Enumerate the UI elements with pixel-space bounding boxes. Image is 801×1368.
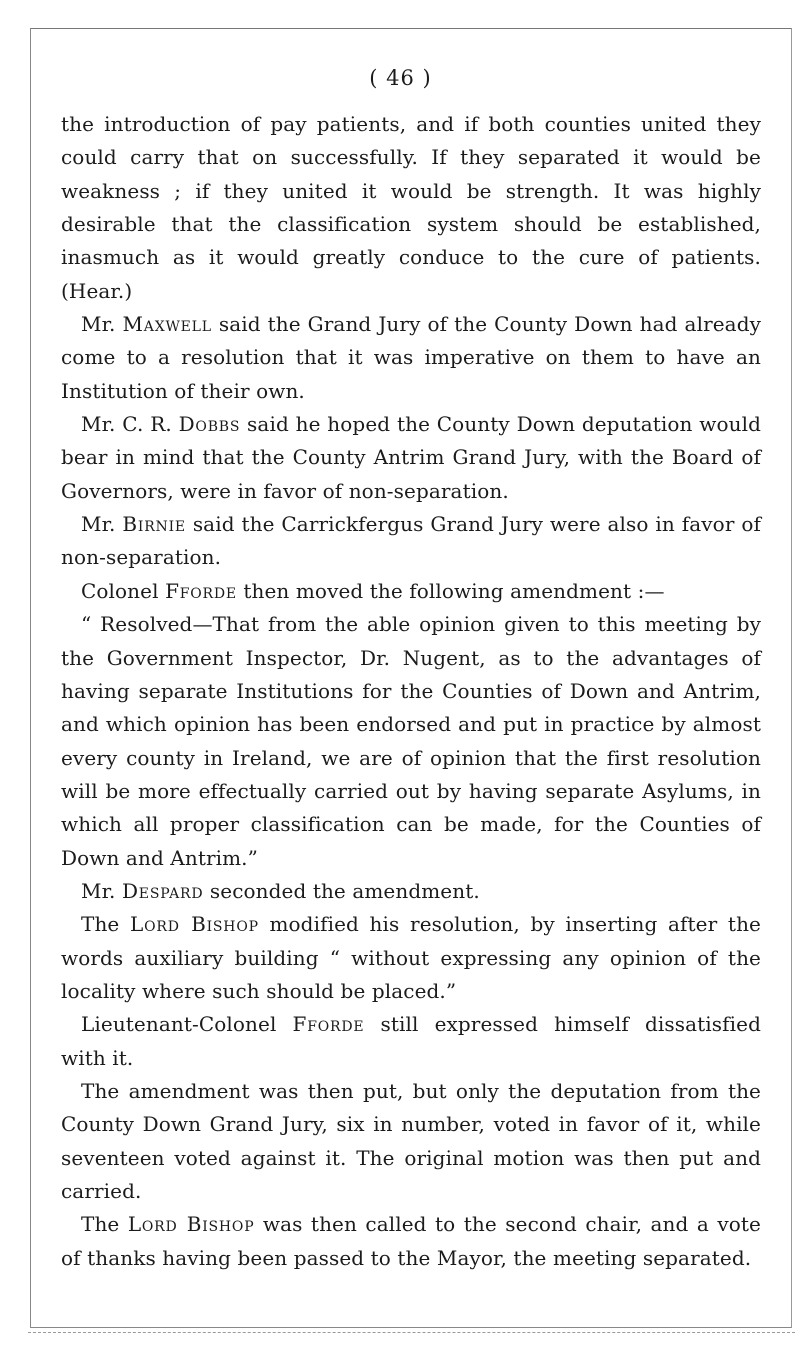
paragraph-text: seconded the amendment.	[203, 878, 480, 903]
paragraph-text: said the Carrickfergus Grand Jury were also in favor of non-separation.	[61, 512, 761, 570]
paragraph-text: Colonel	[81, 578, 166, 603]
speaker-name: Despard	[121, 878, 204, 903]
paragraph-3	[61, 408, 761, 508]
page-number: ( 46 )	[369, 66, 432, 90]
paragraph-10	[61, 1075, 761, 1208]
paragraph-9	[61, 1008, 761, 1075]
paragraph-2	[61, 308, 761, 408]
paragraph-text: Mr.	[81, 312, 123, 337]
speaker-name: Dobbs	[178, 412, 241, 437]
paragraph-text: said the Grand Jury of the County Down had already come to a resolution that it was imperative on them to have an Institution of their own.	[61, 312, 761, 403]
paragraph-text: The	[81, 912, 131, 937]
body-text	[61, 108, 761, 1275]
paragraph-text: Mr. C. R.	[81, 412, 179, 437]
speaker-name: Birnie	[122, 512, 186, 537]
speaker-name: Fforde	[292, 1012, 365, 1037]
paragraph-text: The	[81, 1212, 128, 1237]
paragraph-text: was then called to the second chair, and a vote of thanks having been passed to the Mayor, the meeting separated.	[61, 1212, 761, 1270]
paragraph-text: Lieutenant-Colonel	[81, 1012, 293, 1037]
paragraph-text: still expressed himself dissatisfied with it.	[61, 1012, 761, 1070]
paragraph-5	[61, 575, 761, 608]
paragraph-8	[61, 908, 761, 1008]
paragraph-text: said he hoped the County Down deputation would bear in mind that the County Antrim Grand Jury, with the Board of Governors, were in favor of non-separation.	[61, 412, 761, 503]
paragraph-text: the introduction of pay patients, and if both counties united they could carry that on successfully. If they separated it would be weakness ; if they united it would be strength. It was highly desirable that the classification system should be established, inasmuch as it would greatly conduce to the cure of patients. (Hear.)	[61, 112, 761, 303]
speaker-name: Lord Bishop	[130, 912, 259, 937]
paragraph-text: then moved the following amendment :—	[236, 578, 665, 603]
paragraph-1	[61, 108, 761, 308]
paragraph-11	[61, 1208, 761, 1275]
speaker-name: Fforde	[165, 578, 237, 603]
paragraph-text: modified his resolution, by inserting after the words auxiliary building “ without expressing any opinion of the locality where such should be placed.”	[61, 912, 761, 1003]
paragraph-text: “ Resolved—That from the able opinion given to this meeting by the Government Inspector, Dr. Nugent, as to the advantages of having separate Institutions for the Counties of Down and Antrim, and which opinion has been endorsed and put in practice by almost every county in Ireland, we are of opinion that the first resolution will be more effectually carried out by having separate Asylums, in which all proper classification can be made, for the Counties of Down and Antrim.”	[61, 612, 761, 870]
paragraph-7	[61, 875, 761, 908]
speaker-name: Maxwell	[122, 312, 212, 337]
paragraph-text: Mr.	[81, 878, 122, 903]
paragraph-text: The amendment was then put, but only the deputation from the County Down Grand Jury, six in number, voted in favor of it, while seventeen voted against it. The original motion was then put and carried.	[61, 1078, 761, 1203]
paragraph-4	[61, 508, 761, 575]
speaker-name: Lord Bishop	[127, 1212, 255, 1237]
paragraph-6	[61, 608, 761, 875]
paragraph-text: Mr.	[81, 512, 123, 537]
